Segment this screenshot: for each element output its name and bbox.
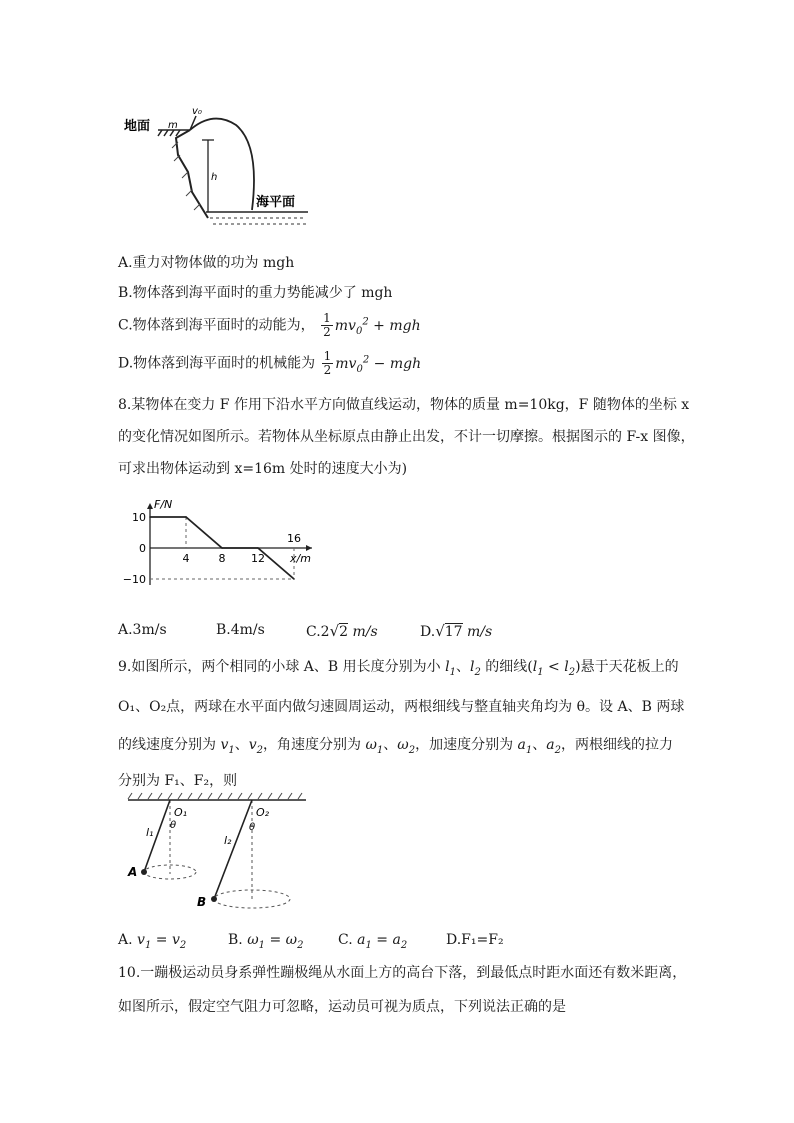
l1-label: l₁ [146, 826, 154, 839]
q9-line3: 的线速度分别为 $v_1$、$v_2$，角速度分别为 $\omega_1$、$\omega_2$，加速度分别为 $a_1$、$a_2$，两根细线的拉力 [118, 737, 674, 756]
y-axis-arrow [147, 503, 153, 509]
q8-option-d: D.√17 m/s [420, 622, 493, 640]
o2-label: O₂ [256, 806, 270, 819]
q9-option-c: C. $a_1 = a_2$ [338, 932, 408, 951]
cliff-figure [118, 100, 318, 235]
q10-line2: 如图所示，假定空气阻力可忽略，运动员可视为质点，下列说法正确的是 [118, 999, 566, 1015]
ball-a-label: A [128, 865, 138, 879]
theta-label-b: θ [249, 822, 256, 833]
q9-option-b: B. $\omega_1 = \omega_2$ [228, 932, 304, 951]
q9-option-d: D.F₁=F₂ [446, 932, 504, 948]
x-tick-label: 16 [287, 532, 301, 545]
data-point [221, 547, 223, 549]
q7-option-a: A.重力对物体做的功为 mgh [118, 255, 295, 271]
f-x-chart [118, 488, 318, 598]
v0-label: v₀ [192, 106, 202, 117]
q9-option-a: A. $v_1 = v_2$ [118, 932, 187, 951]
y-tick-label: 10 [132, 511, 146, 524]
q8-option-a: A.3m/s [118, 622, 167, 638]
q9-line2: O₁、O₂点，两球在水平面内做匀速圆周运动，两根细线与整直轴夹角均为 θ。设 A、B 两球 [118, 699, 685, 715]
x-axis-arrow [306, 545, 312, 551]
data-point [185, 516, 187, 518]
q7-option-c: C.物体落到海平面时的动能为， $\frac{1}{2}$ $mv_0^2$ + mgh [118, 311, 421, 339]
q8-option-c: C.2√2 m/s [306, 622, 378, 640]
q7-option-d: D.物体落到海平面时的机械能为 $\frac{1}{2}$ $mv_0^2$ − mgh [118, 349, 422, 377]
y-tick-label: −10 [122, 573, 146, 586]
o1-label: O₁ [174, 806, 188, 819]
x-tick-label: 8 [218, 552, 226, 565]
data-point [149, 516, 151, 518]
l2-label: l₂ [224, 834, 232, 847]
q9-line1: 9.如图所示，两个相同的小球 A、B 用长度分别为小 $l_1$、$l_2$ 的细线$(l_1 < l_2)$悬于天花板上的 [118, 659, 679, 678]
ball-b-label: B [197, 895, 207, 909]
sea-level-label: 海平面 [256, 195, 296, 210]
data-point [293, 578, 295, 580]
q8-line3: 可求出物体运动到 x=16m 处时的速度大小为) [118, 461, 408, 477]
mass-label: m [168, 120, 178, 131]
q8-line1: 8.某物体在变力 F 作用下沿水平方向做直线运动，物体的质量 m=10kg，F 随物体的坐标 x [118, 397, 690, 413]
y-tick-label: 0 [139, 542, 146, 555]
x-tick-label: 12 [251, 552, 265, 565]
data-point [257, 547, 259, 549]
x-tick-label: 4 [182, 552, 190, 565]
h-label: h [211, 172, 218, 183]
y-axis-label: F/N [154, 498, 173, 511]
pendulum-figure [124, 792, 310, 917]
q7-option-b: B.物体落到海平面时的重力势能减少了 mgh [118, 285, 393, 301]
theta-label-a: θ [170, 820, 177, 831]
x-axis-label: x/m [290, 552, 311, 565]
q8-option-b: B.4m/s [216, 622, 265, 638]
q9-line4: 分别为 F₁、F₂，则 [118, 773, 238, 789]
q10-line1: 10.一蹦极运动员身系弹性蹦极绳从水面上方的高台下落，到最低点时距水面还有数米距离， [118, 965, 687, 981]
q8-line2: 的变化情况如图所示。若物体从坐标原点由静止出发，不计一切摩擦。根据图示的 F-x 图像， [118, 429, 695, 445]
ground-label: 地面 [124, 119, 151, 134]
